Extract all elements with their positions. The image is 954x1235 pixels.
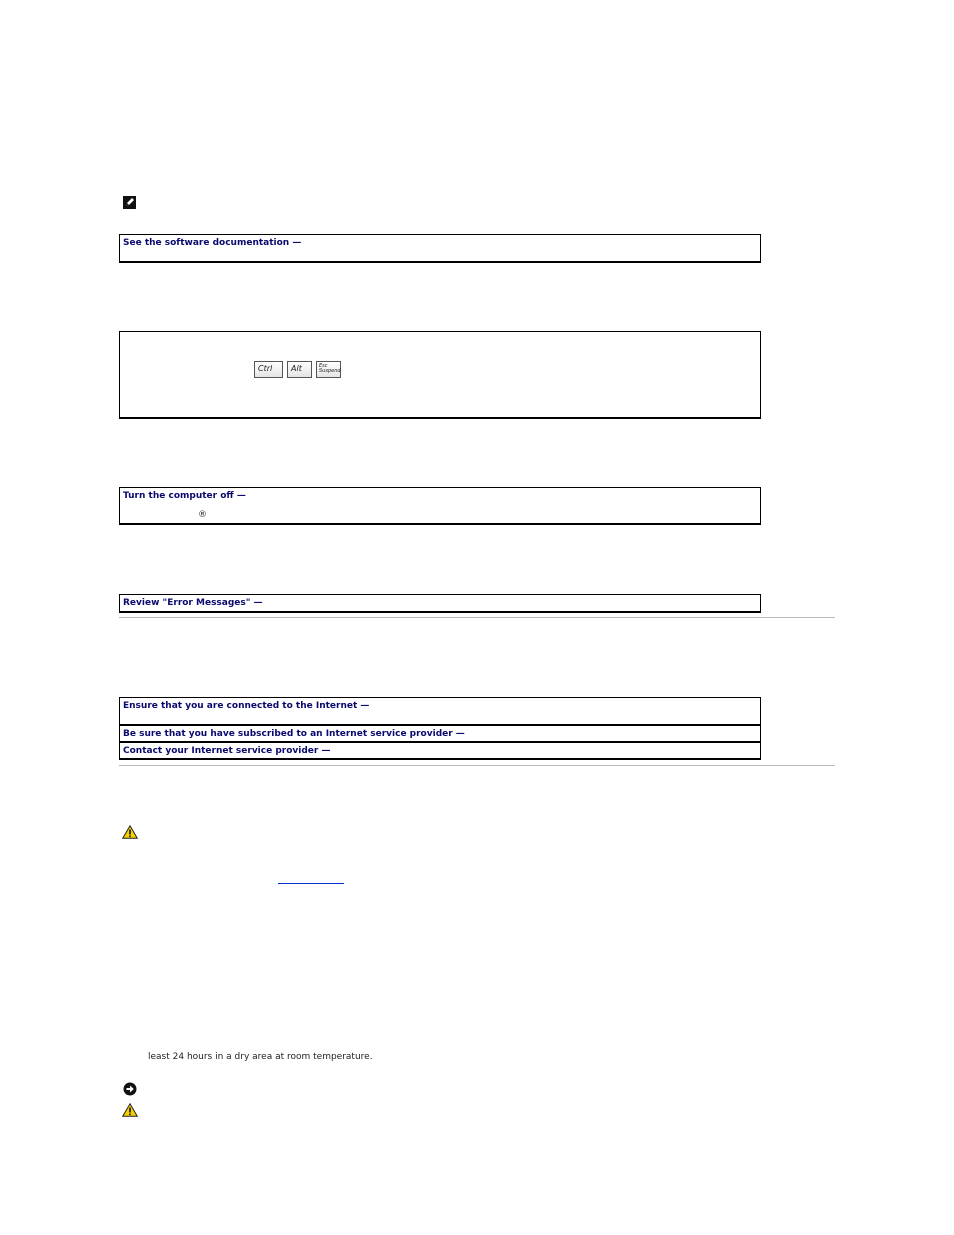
drying-instruction-text: least 24 hours in a dry area at room temperature. — [148, 1052, 373, 1062]
registered-mark: ® — [198, 510, 207, 520]
notice-icon — [123, 1081, 137, 1095]
link-underline[interactable] — [278, 881, 344, 885]
keyboard-shortcut-box — [119, 331, 761, 419]
ctrl-key-icon: Ctrl — [254, 361, 283, 378]
turn-off-box — [119, 487, 761, 525]
internet-row-1-heading: Ensure that you are connected to the Internet — — [123, 701, 370, 711]
internet-row-3-heading: Contact your Internet service provider — — [123, 746, 331, 756]
error-messages-heading: Review "Error Messages" — — [123, 598, 263, 608]
section-divider — [119, 617, 835, 618]
error-messages-box — [119, 594, 761, 613]
caution-icon — [122, 824, 138, 838]
esc-suspend-key-icon: Esc Suspend — [316, 361, 341, 378]
software-documentation-heading: See the software documentation — — [123, 238, 302, 248]
note-icon — [123, 194, 136, 207]
internet-row-2-heading: Be sure that you have subscribed to an Internet service provider — — [123, 729, 465, 739]
link-line — [278, 883, 344, 884]
internet-row-3 — [119, 742, 761, 760]
alt-key-icon: Alt — [287, 361, 312, 378]
caution-icon — [122, 1102, 138, 1116]
software-documentation-box — [119, 234, 761, 263]
section-divider — [119, 765, 835, 766]
internet-row-2 — [119, 725, 761, 743]
turn-off-heading: Turn the computer off — — [123, 491, 246, 501]
internet-row-1 — [119, 697, 761, 726]
